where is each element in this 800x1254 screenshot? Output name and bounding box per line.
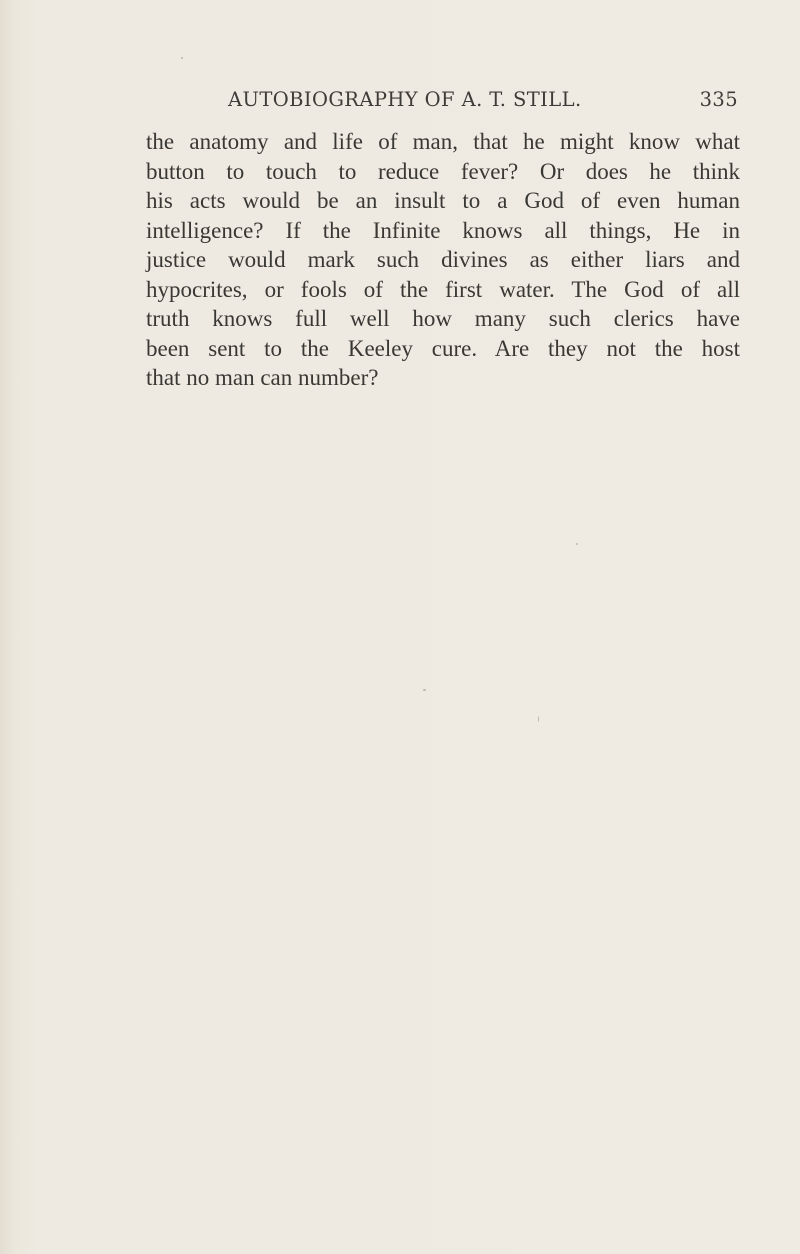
text-line: that no man can number?: [146, 365, 379, 390]
text-line: justice would mark such divines as either liars and: [146, 247, 740, 272]
paper-speck: [538, 716, 539, 722]
text-line: his acts would be an insult to a God of even human: [146, 188, 740, 213]
text-line: button to touch to reduce fever? Or does he think: [146, 158, 740, 184]
paper-speck: [181, 57, 183, 59]
text-line: hypocrites, or fools of the first water. The God of all: [146, 276, 740, 302]
text-line: been sent to the Keeley cure. Are they not the host: [146, 335, 740, 361]
page-header: [228, 88, 740, 114]
text-line: intelligence? If the Infinite knows all things, He in: [146, 217, 740, 243]
paper-speck: [576, 543, 578, 545]
text-line: the anatomy and life of man, that he might know what: [146, 129, 740, 154]
body-paragraph: [146, 127, 740, 393]
running-title: AUTOBIOGRAPHY OF A. T. STILL.: [228, 88, 582, 111]
text-line: truth knows full well how many such clerics have: [146, 306, 740, 331]
paper-speck: [423, 689, 426, 691]
page-number: 335: [699, 88, 738, 111]
